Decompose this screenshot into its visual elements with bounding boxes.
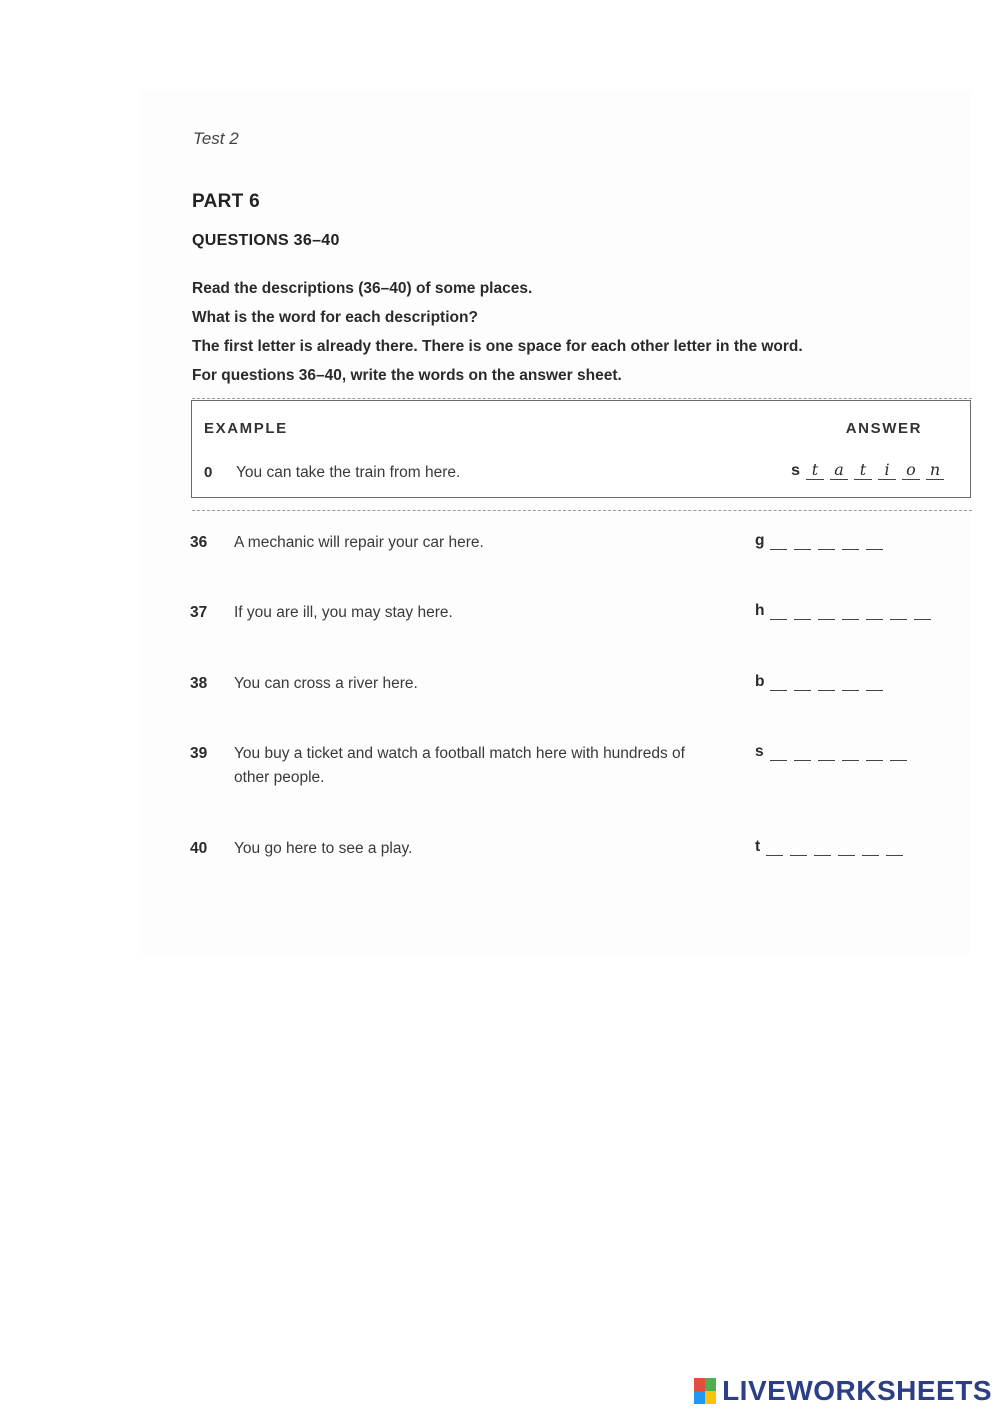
example-answer-letter: i: [878, 461, 896, 480]
logo-square: [705, 1378, 716, 1391]
brand-name: LIVEWORKSHEETS: [722, 1375, 992, 1406]
answer-letter-blank[interactable]: [842, 533, 859, 550]
question-number: 38: [190, 675, 208, 692]
divider-top: [192, 398, 972, 399]
answer-letter-blank[interactable]: [866, 603, 883, 620]
logo-square: [705, 1391, 716, 1404]
answer-letter-blank[interactable]: [866, 744, 883, 761]
answer-letter-blank[interactable]: [794, 744, 811, 761]
divider-bottom: [192, 510, 972, 511]
example-text: You can take the train from here.: [236, 464, 461, 481]
answer-letter-blank[interactable]: [770, 603, 787, 620]
answer-letter-blank[interactable]: [818, 744, 835, 761]
liveworksheets-brand[interactable]: [694, 1375, 992, 1407]
example-answer-letter: t: [806, 461, 824, 480]
question-number: 39: [190, 745, 208, 762]
liveworksheets-logo-icon: [694, 1378, 716, 1404]
answer-letter-blank[interactable]: [842, 603, 859, 620]
example-heading: EXAMPLE: [204, 420, 288, 437]
answer-letter-blank[interactable]: [794, 603, 811, 620]
test-label: Test 2: [193, 129, 239, 148]
answer-field: [755, 743, 914, 761]
example-answer-letter: o: [902, 461, 920, 480]
answer-letter-blank[interactable]: [842, 744, 859, 761]
example-answer-letter: n: [926, 461, 944, 480]
question-text: You buy a ticket and watch a football match here with hundreds of other people.: [234, 745, 685, 786]
example-box: [191, 400, 971, 498]
question-number: 40: [190, 840, 208, 857]
question-number: 36: [190, 534, 208, 551]
answer-first-letter: g: [755, 532, 765, 549]
question-text: You go here to see a play.: [234, 840, 413, 857]
answer-letter-blank[interactable]: [818, 533, 835, 550]
answer-heading: ANSWER: [845, 420, 922, 437]
answer-first-letter: b: [755, 673, 765, 690]
answer-letter-blank[interactable]: [818, 603, 835, 620]
answer-letter-blank[interactable]: [794, 533, 811, 550]
answer-first-letter: s: [755, 743, 764, 760]
logo-square: [694, 1391, 705, 1404]
question-text: A mechanic will repair your car here.: [234, 534, 484, 551]
answer-letter-blank[interactable]: [890, 744, 907, 761]
answer-letter-blank[interactable]: [770, 533, 787, 550]
answer-letter-blank[interactable]: [770, 674, 787, 691]
logo-square: [694, 1378, 705, 1391]
answer-field: [755, 838, 910, 856]
worksheet-page: [140, 90, 970, 955]
instructions: [192, 274, 952, 390]
answer-letter-blank[interactable]: [886, 839, 903, 856]
answer-first-letter: h: [755, 602, 765, 619]
answer-letter-blank[interactable]: [914, 603, 931, 620]
answer-letter-blank[interactable]: [794, 674, 811, 691]
example-answer: [791, 461, 950, 480]
questions-range: QUESTIONS 36–40: [192, 232, 340, 249]
answer-field: [755, 673, 890, 691]
question-text: You can cross a river here.: [234, 675, 418, 692]
answer-letter-blank[interactable]: [766, 839, 783, 856]
answer-letter-blank[interactable]: [862, 839, 879, 856]
answer-letter-blank[interactable]: [818, 674, 835, 691]
part-title: PART 6: [192, 191, 260, 212]
answer-letter-blank[interactable]: [838, 839, 855, 856]
example-answer-first-letter: s: [791, 462, 800, 479]
answer-letter-blank[interactable]: [790, 839, 807, 856]
example-number: 0: [204, 464, 213, 481]
answer-letter-blank[interactable]: [770, 744, 787, 761]
answer-first-letter: t: [755, 838, 761, 855]
question-text: If you are ill, you may stay here.: [234, 604, 453, 621]
instruction-line: Read the descriptions (36–40) of some places.: [192, 280, 533, 297]
answer-field: [755, 602, 938, 620]
instruction-line: What is the word for each description?: [192, 309, 478, 326]
instruction-line: The first letter is already there. There is one space for each other letter in the word.: [192, 338, 803, 355]
instruction-line: For questions 36–40, write the words on the answer sheet.: [192, 367, 622, 384]
question-number: 37: [190, 604, 208, 621]
answer-letter-blank[interactable]: [814, 839, 831, 856]
example-answer-letter: t: [854, 461, 872, 480]
answer-letter-blank[interactable]: [866, 533, 883, 550]
answer-letter-blank[interactable]: [890, 603, 907, 620]
answer-field: [755, 532, 890, 550]
example-answer-letter: a: [830, 461, 848, 480]
answer-letter-blank[interactable]: [842, 674, 859, 691]
answer-letter-blank[interactable]: [866, 674, 883, 691]
